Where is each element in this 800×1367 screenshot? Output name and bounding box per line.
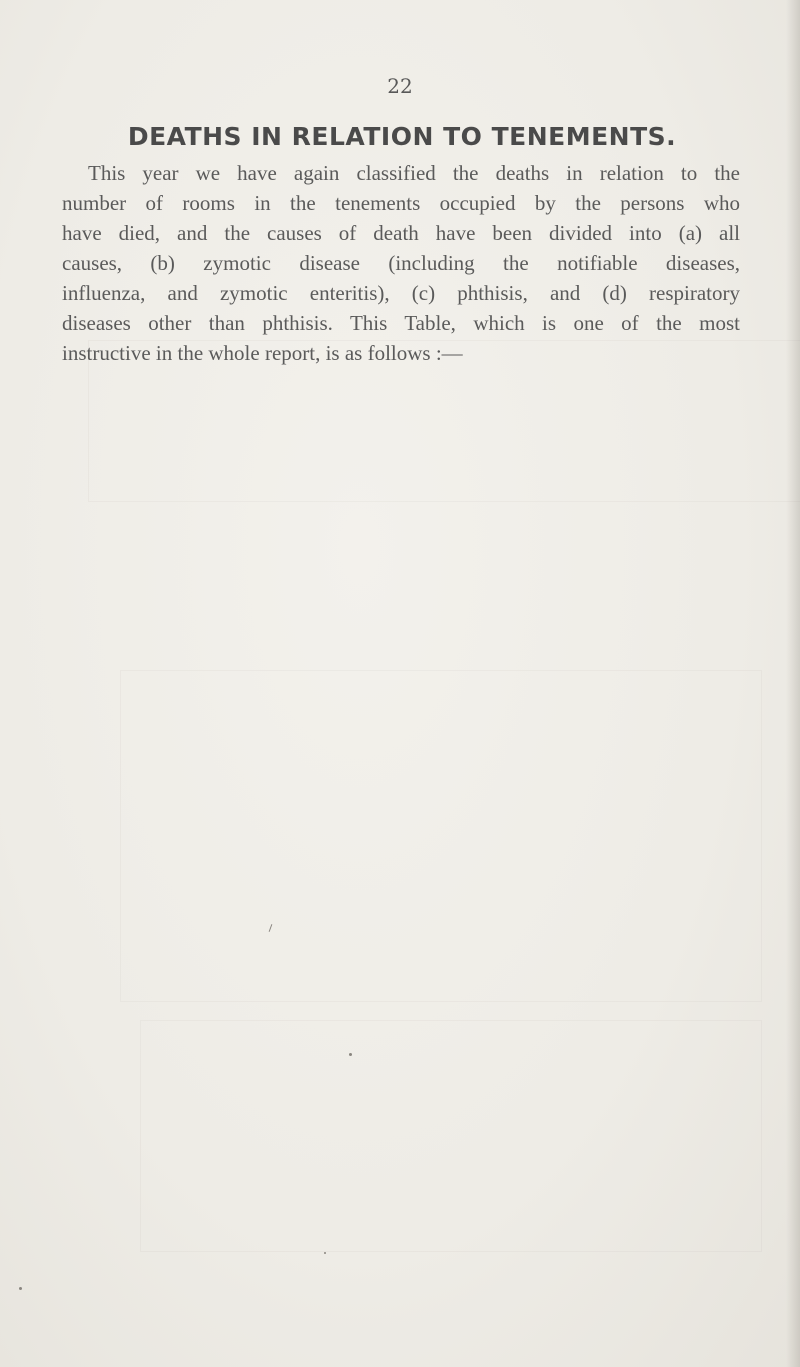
body-paragraph xyxy=(62,158,740,368)
paper-speck xyxy=(349,1053,352,1056)
paper-speck xyxy=(324,1252,326,1254)
paragraph-line: have died, and the causes of death have been divided into (a) all xyxy=(62,221,740,245)
show-through-block xyxy=(140,1020,762,1252)
paragraph-line: influenza, and zymotic enteritis), (c) phthisis, and (d) respiratory xyxy=(62,281,740,305)
paragraph-line: causes, (b) zymotic disease (including the notifiable diseases, xyxy=(62,251,740,275)
section-heading: DEATHS IN RELATION TO TENEMENTS. xyxy=(127,122,677,151)
paragraph-line: This year we have again classified the deaths in relation to the xyxy=(88,161,740,185)
paragraph-line: diseases other than phthisis. This Table, which is one of the most xyxy=(62,311,740,335)
show-through-table xyxy=(120,670,762,1002)
paragraph-line: number of rooms in the tenements occupied by the persons who xyxy=(62,191,740,215)
page-number: 22 xyxy=(387,74,413,98)
paragraph-line: instructive in the whole report, is as follows :— xyxy=(62,341,463,365)
page-edge-shadow xyxy=(786,0,800,1367)
paper-speck xyxy=(19,1287,22,1290)
